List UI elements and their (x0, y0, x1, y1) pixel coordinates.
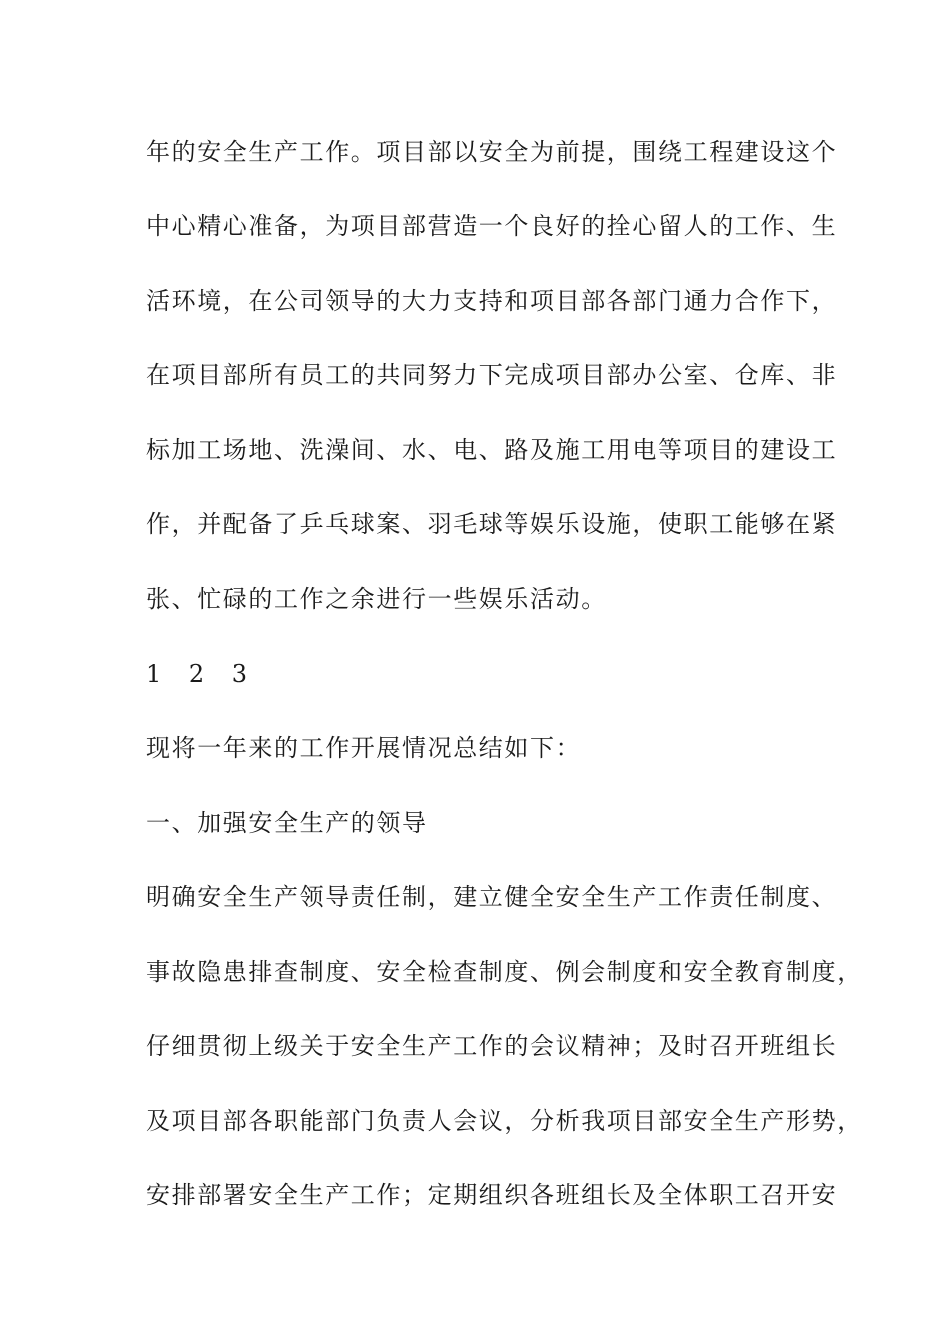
paragraph-line: 在项目部所有员工的共同努力下完成项目部办公室、仓库、非 (146, 361, 838, 389)
paragraph-line: 事故隐患排查制度、安全检查制度、例会制度和安全教育制度， (146, 958, 863, 986)
section-numbers: 1 2 3 (146, 660, 258, 688)
intro-text: 现将一年来的工作开展情况总结如下： (146, 734, 582, 762)
paragraph-line: 安排部署安全生产工作；定期组织各班组长及全体职工召开安 (146, 1181, 838, 1209)
paragraph-line: 及项目部各职能部门负责人会议，分析我项目部安全生产形势， (146, 1107, 863, 1135)
paragraph-line: 仔细贯彻上级关于安全生产工作的会议精神；及时召开班组长 (146, 1032, 838, 1060)
paragraph-line: 明确安全生产领导责任制，建立健全安全生产工作责任制度、 (146, 883, 838, 911)
paragraph-line: 标加工场地、洗澡间、水、电、路及施工用电等项目的建设工 (146, 436, 838, 464)
paragraph-line: 张、忙碌的工作之余进行一些娱乐活动。 (146, 585, 607, 613)
paragraph-line: 年的安全生产工作。项目部以安全为前提，围绕工程建设这个 (146, 138, 838, 166)
section-heading: 一、加强安全生产的领导 (146, 809, 428, 837)
paragraph-line: 活环境，在公司领导的大力支持和项目部各部门通力合作下， (146, 287, 838, 315)
paragraph-line: 中心精心准备，为项目部营造一个良好的拴心留人的工作、生 (146, 212, 838, 240)
paragraph-line: 作，并配备了乒乓球案、羽毛球等娱乐设施，使职工能够在紧 (146, 510, 838, 538)
